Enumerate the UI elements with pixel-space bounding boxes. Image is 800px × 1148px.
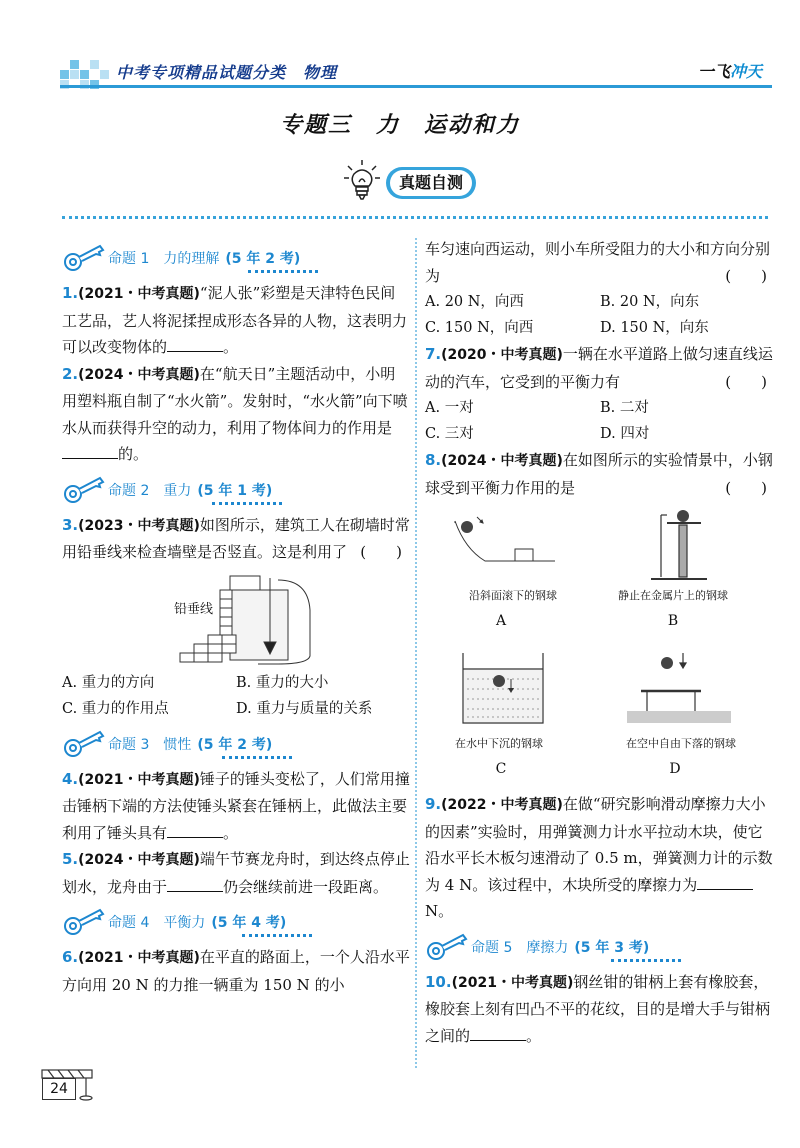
options-q3 <box>62 670 410 722</box>
question-text: 如图所示，建筑工人在砌墙时常用铅垂线来检查墙壁是否竖直。这是利用了 <box>62 515 410 561</box>
question-number: 1. <box>62 284 79 302</box>
topic-label: 命题 4 平衡力 <box>108 915 206 931</box>
topic-label: 命题 3 惯性 <box>108 736 192 753</box>
section-divider <box>62 216 768 219</box>
question-number: 3. <box>62 515 79 534</box>
left-column <box>62 236 410 998</box>
question-number: 9. <box>425 795 442 813</box>
option-b[interactable]: B. 二对 <box>600 400 649 416</box>
question-number: 4. <box>62 769 79 788</box>
question-source: (2023・中考真题) <box>78 517 200 534</box>
topic-dots <box>222 756 292 760</box>
question-number: 10. <box>425 972 452 991</box>
brand-part-b: 冲天 <box>729 62 762 81</box>
option-a[interactable]: A. 重力的方向 <box>62 674 155 691</box>
question-source: (2024・中考真题) <box>78 366 200 383</box>
question-text: 在做“研究影响滑动摩擦力大小的因素”实验时，用弹簧测力计水平拉动木块，使它沿水平长木板匀速滑动了 0.5 m，弹簧测力计的示数为 4 N。该过程中，木块所受的摩擦力为 <box>425 795 773 894</box>
section-badge-pill <box>386 167 476 199</box>
topic-label: 命题 1 力的理解 <box>108 251 220 267</box>
question-3 <box>62 512 410 566</box>
topic-dots <box>248 270 318 274</box>
answer-blank[interactable] <box>167 336 223 352</box>
question-source: (2024・中考真题) <box>441 453 563 469</box>
q8-figures <box>425 501 775 791</box>
figure-a-incline <box>451 509 561 579</box>
page-header <box>60 55 772 89</box>
question-number: 5. <box>62 850 79 868</box>
option-b[interactable]: B. 重力的大小 <box>236 674 329 691</box>
question-text: 在如图所示的实验情景中，小钢球受到平衡力作用的是 <box>425 451 773 497</box>
section-badge <box>342 158 478 204</box>
option-d[interactable]: D. 四对 <box>600 426 650 442</box>
figure-b-letter: B <box>667 613 679 629</box>
question-text-end: 仍会继续前进一段距离。 <box>223 877 389 896</box>
figure-c-caption: 在水中下沉的钢球 <box>455 737 543 750</box>
question-5 <box>62 846 410 900</box>
question-4 <box>62 766 410 847</box>
topic-count: (5 年 3 考) <box>574 939 650 956</box>
key-icon <box>62 728 106 758</box>
option-d[interactable]: D. 150 N，向东 <box>600 320 709 336</box>
header-divider <box>60 85 772 88</box>
question-source: (2024・中考真题) <box>78 852 200 868</box>
answer-blank[interactable] <box>470 1025 526 1041</box>
question-number: 6. <box>62 948 79 966</box>
question-text-end: 。 <box>526 1026 542 1045</box>
question-number: 7. <box>425 345 442 363</box>
topic-heading <box>62 726 410 764</box>
option-a[interactable]: A. 20 N，向西 <box>425 294 524 310</box>
question-10 <box>425 969 775 1050</box>
option-c[interactable]: C. 三对 <box>425 426 474 442</box>
question-source: (2021・中考真题) <box>451 974 574 991</box>
answer-blank[interactable] <box>697 874 753 890</box>
answer-parentheses[interactable]: ( ) <box>725 478 767 497</box>
question-source: (2020・中考真题) <box>441 347 563 363</box>
options-q6 <box>425 289 775 341</box>
figure-a-letter: A <box>495 613 507 629</box>
question-number: 8. <box>425 451 442 469</box>
topic-heading <box>62 904 410 942</box>
answer-blank[interactable] <box>167 876 223 892</box>
topic-heading <box>425 929 775 967</box>
topic-count: (5 年 2 考) <box>225 251 301 267</box>
answer-parentheses[interactable]: ( ) <box>360 543 402 561</box>
option-c[interactable]: C. 重力的作用点 <box>62 700 169 717</box>
figure-a-caption: 沿斜面滚下的钢球 <box>469 589 557 602</box>
key-icon <box>62 242 106 272</box>
figure-c-letter: C <box>495 761 507 777</box>
answer-parentheses[interactable]: ( ) <box>725 266 767 285</box>
header-title: 中考专项精品试题分类 物理 <box>116 63 338 82</box>
brand-part-a: 一飞 <box>697 62 730 81</box>
topic-dots <box>212 502 282 506</box>
question-6-part-2 <box>425 236 775 289</box>
question-text: 在平直的路面上，一个人沿水平方向用 20 N 的力推一辆重为 150 N 的小 <box>62 948 410 994</box>
column-separator <box>415 238 417 1068</box>
option-c[interactable]: C. 150 N，向西 <box>425 320 534 336</box>
header-decoration <box>60 60 115 88</box>
key-icon <box>62 474 106 504</box>
question-2 <box>62 361 410 468</box>
key-icon <box>62 906 106 936</box>
page-number: 24 <box>42 1078 76 1100</box>
figure-d-free-fall <box>625 651 735 725</box>
topic-label: 命题 2 重力 <box>108 482 192 499</box>
plumb-line-figure <box>62 566 410 670</box>
question-text-end: 。 <box>223 338 239 356</box>
lightbulb-icon <box>342 158 382 202</box>
figure-b-caption: 静止在金属片上的钢球 <box>618 589 728 602</box>
header-brand <box>698 59 762 82</box>
question-text: “泥人张”彩塑是天津特色民间工艺品，艺人将泥揉捏成形态各异的人物，这表明力可以改变物体的 <box>62 284 408 356</box>
topic-heading <box>62 472 410 510</box>
topic-label: 命题 5 摩擦力 <box>471 939 569 956</box>
question-source: (2022・中考真题) <box>441 797 563 813</box>
answer-parentheses[interactable]: ( ) <box>725 372 767 391</box>
answer-blank[interactable] <box>62 443 118 459</box>
question-text-end: 的。 <box>118 445 149 463</box>
question-text: 端午节赛龙舟时，到达终点停止划水，龙舟由于 <box>62 850 410 896</box>
question-text: 车匀速向西运动，则小车所受阻力的大小和方向分别为 <box>425 240 771 285</box>
figure-d-caption: 在空中自由下落的钢球 <box>626 737 736 750</box>
figure-d-letter: D <box>669 761 681 777</box>
question-number: 2. <box>62 364 79 383</box>
question-6-part-1 <box>62 944 410 998</box>
section-badge-label: 真题自测 <box>390 170 472 196</box>
figure-b-stand <box>637 507 717 585</box>
question-text-end: N。 <box>425 902 454 920</box>
right-column <box>425 236 775 1049</box>
answer-blank[interactable] <box>167 822 223 838</box>
topic-count: (5 年 4 考) <box>211 915 287 931</box>
question-9 <box>425 791 775 925</box>
question-8 <box>425 447 775 501</box>
question-source: (2021・中考真题) <box>78 286 200 302</box>
question-source: (2021・中考真题) <box>78 771 200 788</box>
chapter-title: 专题三 力 运动和力 <box>279 112 520 138</box>
question-text: 锤子的锤头变松了，人们常用撞击锤柄下端的方法使锤头紧套在锤柄上，此做法主要利用了锤头具有 <box>62 769 410 842</box>
question-text: 在“航天日”主题活动中，小明用塑料瓶自制了“水火箭”。发射时，“水火箭”向下喷水从而获得升空的动力，利用了物体间力的作用是 <box>62 364 408 437</box>
option-b[interactable]: B. 20 N，向东 <box>600 294 700 310</box>
topic-dots <box>611 959 681 963</box>
topic-dots <box>242 934 312 938</box>
options-q7 <box>425 395 775 447</box>
key-icon <box>425 931 469 961</box>
topic-count: (5 年 1 考) <box>197 482 273 499</box>
figure-c-water-tank <box>459 649 549 727</box>
question-text: 钢丝钳的钳柄上套有橡胶套，橡胶套上刻有凹凸不平的花纹，目的是增大手与钳柄之间的 <box>425 972 771 1045</box>
question-1 <box>62 280 410 361</box>
plumb-line-label: 铅垂线 <box>174 601 214 617</box>
question-source: (2021・中考真题) <box>78 950 200 966</box>
plumb-line-illustration <box>158 570 328 666</box>
option-a[interactable]: A. 一对 <box>425 400 474 416</box>
question-7 <box>425 341 775 395</box>
question-text: 一辆在水平道路上做匀速直线运动的汽车，它受到的平衡力有 <box>425 345 773 391</box>
topic-heading <box>62 240 410 278</box>
option-d[interactable]: D. 重力与质量的关系 <box>236 700 373 717</box>
question-text-end: 。 <box>223 823 239 842</box>
topic-count: (5 年 2 考) <box>197 736 273 753</box>
page-number-badge <box>40 1068 96 1102</box>
